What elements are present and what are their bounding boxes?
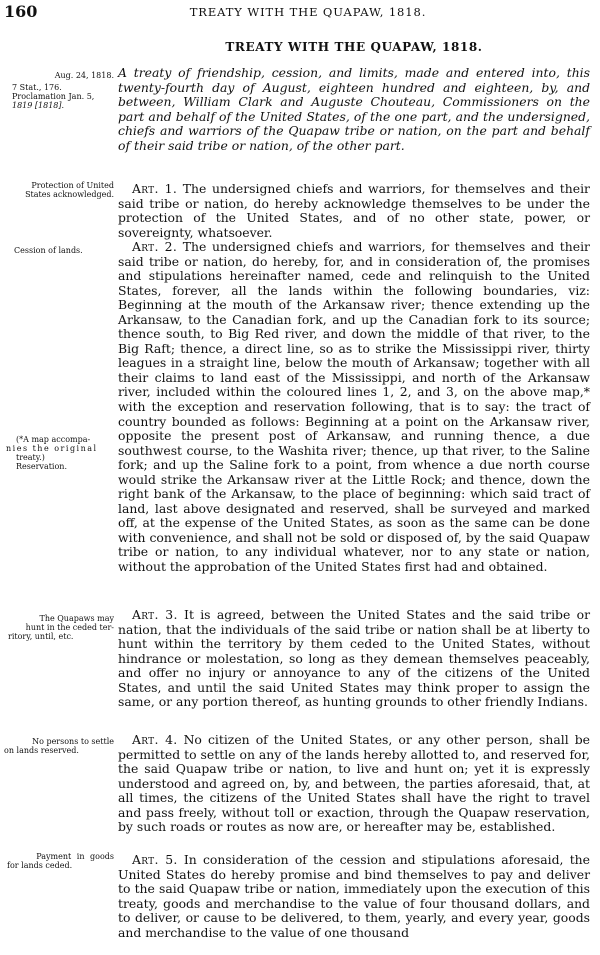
margin-note-line: No persons to settle (32, 737, 114, 746)
margin-note-date-text: Aug. 24, 1818. (54, 71, 114, 80)
margin-note-stat-line: Proclamation Jan. 5, (12, 92, 95, 101)
margin-note-settle (4, 737, 114, 755)
margin-note-hunting (4, 614, 114, 641)
margin-note-line: Protection of United (31, 181, 114, 190)
margin-note-payment (4, 852, 114, 870)
margin-note-line: States acknowledged. (25, 190, 114, 199)
article-text: It is agreed, between the United States and the said tribe or nation, that the individuals of the said tribe or nation shall be at liberty to hunt within the territory by them ceded to the United States, without hindrance or molestation, so long as they demean themselves peaceably, and offer no injury or annoyance to any of the citizens of the United States, and until the said United States may think proper to assign the same, or any portion thereof, as hunting grounds to other friendly Indians. (118, 607, 590, 710)
margin-note-cession (14, 246, 124, 255)
margin-note-stat-line: 1819 [1818]. (12, 101, 65, 110)
margin-note-line: for lands ceded. (7, 861, 73, 870)
margin-note-stat-line: 7 Stat., 176. (12, 83, 62, 92)
margin-note-line: Payment in goods (36, 852, 114, 861)
preamble: A treaty of friendship, cession, and limits, made and entered into, this twenty-fourth day of August, eighteen hundred and eighteen, by, and between, William Clark and Auguste Chouteau, Commissioners on the part and behalf of the United States, of the one part, and the undersigned, chiefs and warriors of the Quapaw tribe or nation, on the part and behalf of their said tribe or nation, of the other part. (118, 65, 590, 153)
article-2-block (118, 240, 590, 575)
article-text: The undersigned chiefs and warriors, for themselves and their said tribe or nation, do hereby acknowledge themselves to be under the protection of the United States, and of no other state, power, or sovereignty, whatsoever. (118, 181, 590, 240)
margin-note-line: ritory, until, etc. (8, 632, 74, 641)
preamble-block (118, 66, 590, 153)
margin-note-cession-text: Cession of lands. (14, 246, 83, 255)
article-label: Art. 3. (132, 607, 178, 622)
margin-note-date (4, 71, 114, 80)
article-text: No citizen of the United States, or any other person, shall be permitted to settle on any of the lands hereby allotted to, and reserved for, the said Quapaw tribe or nation, to live and hunt on; yet it is expressly understood and agreed on, by, and between, the parties aforesaid, that, at all times, the citizens of the United States shall have the right to travel and pass freely, without toll or exaction, through the Quapaw reservation, by such roads or routes as now are, or hereafter may be, established. (118, 732, 590, 835)
article-label: Art. 5. (132, 852, 178, 867)
article-4 (118, 733, 590, 835)
article-1 (118, 182, 590, 240)
running-title: TREATY WITH THE QUAPAW, 1818. (189, 5, 427, 19)
margin-note-line: The Quapaws may (39, 614, 114, 623)
article-label: Art. 2. (132, 239, 178, 254)
margin-note-line: treaty.) (16, 453, 45, 462)
treaty-title: TREATY WITH THE QUAPAW, 1818. (225, 40, 483, 54)
margin-note-line: (*A map accompa- (16, 435, 91, 444)
article-text: The undersigned chiefs and warriors, for themselves and their said tribe or nation, do hereby, for, and in consideration of, the promises and stipulations hereinafter named, cede and relinquish to the United States, forever, all the lands within the following boundaries, viz: Beginning at the mouth of the Arkansaw river; thence extending up the Arkansaw, to the Canadian fork, and up the Canadian fork to its source; thence south, to Big Red river, and down the middle of that river, to the Big Raft; thence, a direct line, so as to strike the Mississippi river, thirty leagues in a straight line, below the mouth of Arkansaw; together with all their claims to land east of the Mississippi, and north of the Arkansaw river, included within the coloured lines 1, 2, and 3, on the above map,* with the exception and reservation following, that is to say: the tract of country bounded as follows: Beginning at a point on the Arkansaw river, opposite the present post of Arkansaw, and running thence, a due southwest course, to the Washita river; thence, up that river, to the Saline fork; and up the Saline fork to a point, from whence a due north course would strike the Arkansaw river at the Little Rock; and thence, down the right bank of the Arkansaw, to the place of beginning: which said tract of land, last above designated and reserved, shall be surveyed and marked off, at the expense of the United States, as soon as the same can be done with convenience, and shall not be sold or disposed of, by the said Quapaw tribe or nation, to any individual whatever, nor to any state or nation, without the approbation of the United States first had and obtained. (118, 239, 590, 575)
margin-note-line: on lands reserved. (4, 746, 79, 755)
margin-note-statute (4, 83, 114, 110)
article-text: In consideration of the cession and stipulations aforesaid, the United States do hereby promise and bind themselves to pay and deliver to the said Quapaw tribe or nation, immediately upon the execution of this treaty, goods and merchandise to the value of four thousand dollars, and to deliver, or cause to be delivered, to them, yearly, and every year, goods and merchandise to the value of one thousand (118, 852, 590, 940)
article-5-block (118, 853, 590, 940)
margin-note-map (4, 435, 114, 471)
page-number: 160 (4, 2, 38, 21)
article-3-block (118, 608, 590, 710)
article-label: Art. 4. (132, 732, 178, 747)
article-4-block (118, 733, 590, 835)
margin-notes (4, 0, 114, 955)
article-5 (118, 853, 590, 940)
margin-note-protection (4, 181, 114, 199)
article-label: Art. 1. (132, 181, 178, 196)
article-1-block (118, 182, 590, 240)
margin-note-line: hunt in the ceded ter- (25, 623, 114, 632)
margin-note-line: nies the original (6, 444, 98, 453)
margin-note-line: Reservation. (16, 462, 67, 471)
article-3 (118, 608, 590, 710)
article-2 (118, 240, 590, 575)
